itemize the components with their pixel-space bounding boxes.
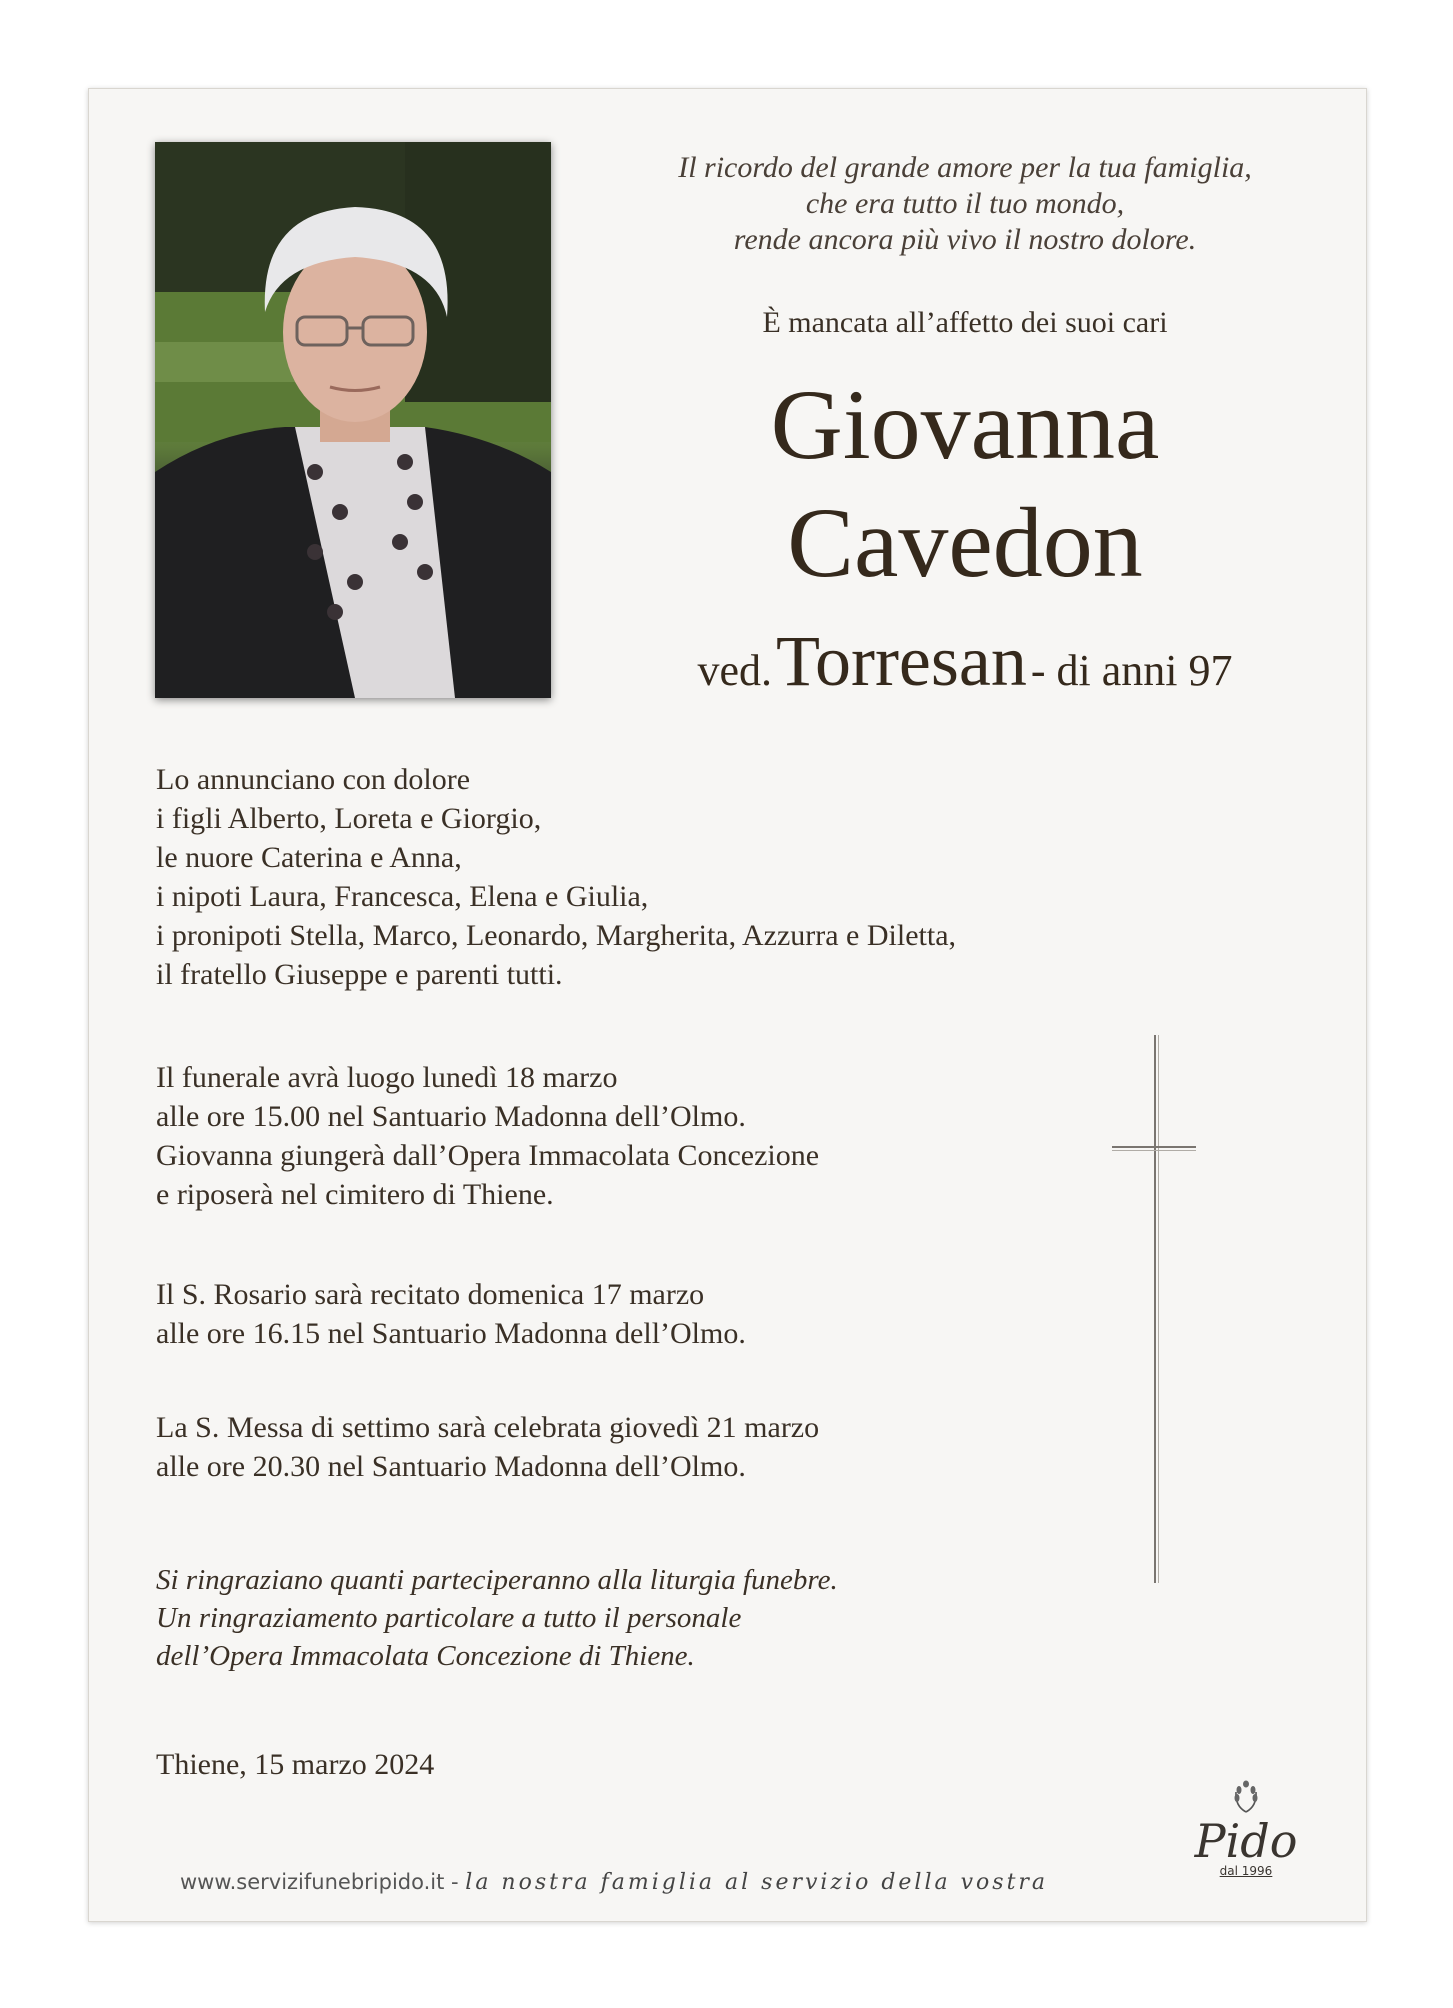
first-name: Giovanna [770, 369, 1160, 480]
married-name: Torresan [776, 621, 1027, 701]
quote-line-3: rende ancora più vivo il nostro dolore. [733, 223, 1197, 256]
thanks-line-2: Un ringraziamento particolare a tutto il personale [156, 1602, 742, 1634]
funeral-text: Il funerale avrà luogo lunedì 18 marzo alle ore 15.00 nel Santuario Madonna dell’Olmo. Giovanna giungerà dall’Opera Immacolata Concezione e riposerà nel cimitero di Thiene. [156, 1061, 820, 1211]
footer-tagline: la nostra famiglia al servizio della vostra [465, 1870, 1049, 1895]
age-text: - di anni 97 [1030, 646, 1233, 695]
laurel-icon [1231, 1780, 1261, 1814]
portrait-illustration [155, 142, 551, 698]
intro-text: È mancata all’affetto dei suoi cari [762, 306, 1168, 339]
mass-text: La S. Messa di settimo sarà celebrata giovedì 21 marzo alle ore 20.30 nel Santuario Madonna dell’Olmo. [156, 1411, 820, 1483]
thanks-line-1: Si ringraziano quanti parteciperanno alla liturgia funebre. [156, 1564, 838, 1596]
married-name-line [600, 620, 1330, 703]
quote-line-1: Il ricordo del grande amore per la tua famiglia, [678, 151, 1252, 184]
last-name: Cavedon [787, 487, 1143, 598]
logo-brand: Pido [1194, 1814, 1298, 1868]
date-place: Thiene, 15 marzo 2024 [156, 1748, 435, 1781]
rosary-text: Il S. Rosario sarà recitato domenica 17 marzo alle ore 16.15 nel Santuario Madonna dell’Olmo. [156, 1278, 746, 1350]
footer [180, 1870, 1048, 1895]
logo-since: dal 1996 [1219, 1864, 1273, 1878]
footer-separator: - [444, 1870, 466, 1894]
cross-icon [1110, 1035, 1200, 1585]
ved-prefix: ved. [697, 646, 773, 695]
portrait-photo [155, 142, 551, 698]
quote-line-2: che era tutto il tuo mondo, [805, 187, 1125, 220]
website-link[interactable]: www.servizifunebripido.it [180, 1870, 445, 1894]
pido-logo [1186, 1780, 1306, 1878]
announcement-text: Lo annunciano con dolore i figli Alberto, Loreta e Giorgio, le nuore Caterina e Anna, i nipoti Laura, Francesca, Elena e Giulia, i pronipoti Stella, Marco, Leonardo, Margherita, Azzurra e Diletta, il fratello Giuseppe e parenti tutti. [156, 763, 957, 991]
thanks-line-3: dell’Opera Immacolata Concezione di Thiene. [156, 1640, 695, 1672]
